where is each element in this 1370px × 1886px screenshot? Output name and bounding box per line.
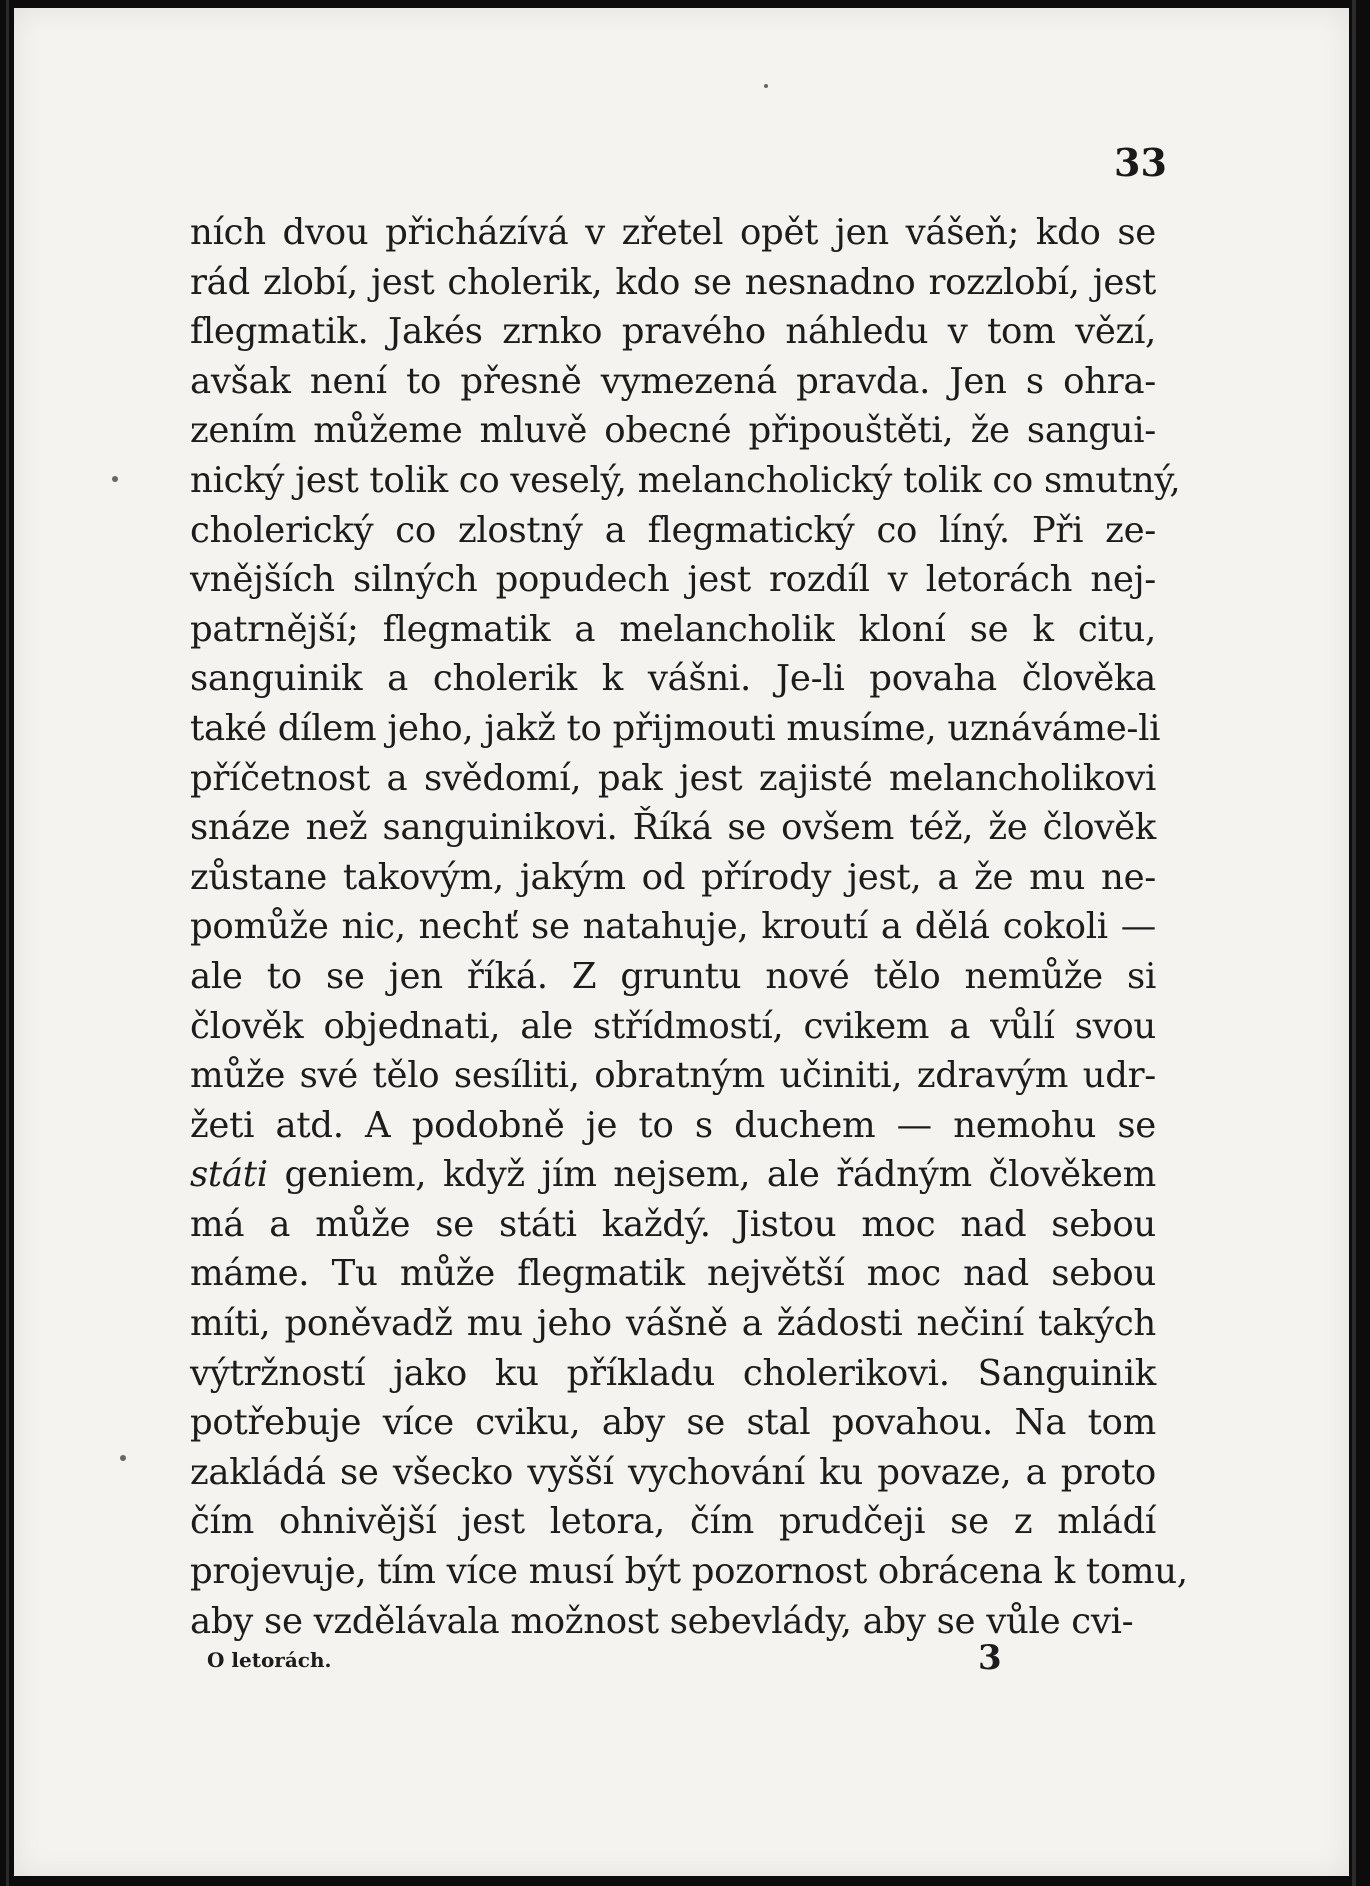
text-line-content: ale to se jen říká. Z gruntu nové tělo nemůže si [190, 955, 1156, 997]
text-line [190, 754, 1156, 804]
text-line [190, 1448, 1156, 1498]
scan-speck [764, 84, 768, 88]
text-line-content: zením můžeme mluvě obecné připouštěti, že sangui- [190, 410, 1156, 452]
text-line-content: žeti atd. A podobně je to s duchem — nemohu se [190, 1104, 1156, 1146]
text-line-content: má a může se státi každý. Jistou moc nad sebou [190, 1203, 1156, 1245]
text-line [190, 258, 1156, 308]
emphasis-word: státi [190, 1154, 268, 1196]
text-line [190, 1101, 1156, 1151]
text-line-content: výtržností jako ku příkladu cholerikovi. Sanguinik [190, 1352, 1156, 1394]
text-line-content: nický jest tolik co veselý, melancholický tolik co smutný, [190, 459, 1181, 501]
text-line [190, 1597, 1156, 1647]
text-line-content: rád zlobí, jest cholerik, kdo se nesnadno rozzlobí, jest [190, 261, 1156, 303]
text-line-content: projevuje, tím více musí být pozornost obrácena k tomu, [190, 1551, 1188, 1593]
right-scan-edge [1352, 0, 1356, 1886]
text-line [190, 208, 1156, 258]
signature-mark: 3 [978, 1638, 1002, 1678]
text-line [190, 605, 1156, 655]
text-line [190, 704, 1161, 754]
left-scan-edge [6, 0, 9, 1886]
text-line-content: čím ohnivější jest letora, čím prudčeji se z mládí [190, 1501, 1156, 1543]
text-line-content: příčetnost a svědomí, pak jest zajisté melancholikovi [190, 757, 1156, 799]
body-text [190, 208, 1188, 1646]
text-line-content: flegmatik. Jakés zrnko pravého náhledu v tom vězí, [190, 311, 1156, 353]
text-line [190, 1051, 1156, 1101]
text-line [190, 1002, 1156, 1052]
text-line [190, 506, 1156, 556]
text-line [190, 1299, 1156, 1349]
text-line-content: zůstane takovým, jakým od přírody jest, a že mu ne- [190, 856, 1156, 898]
text-line-content: snáze než sanguinikovi. Říká se ovšem též, že člověk [190, 807, 1156, 849]
text-line-content: patrnější; flegmatik a melancholik kloní se k citu, [190, 608, 1156, 650]
text-line [190, 853, 1156, 903]
text-line-content: ních dvou přicházívá v zřetel opět jen vášeň; kdo se [190, 212, 1156, 253]
scan-speck [112, 476, 118, 482]
scan-speck [120, 1455, 126, 1461]
text-line-content: aby se vzdělávala možnost sebevlády, aby se vůle cvi- [190, 1600, 1134, 1642]
text-line-content: zakládá se všecko vyšší vychování ku povaze, a proto [190, 1451, 1156, 1493]
text-line [190, 1497, 1156, 1547]
text-line-content: vnějších silných popudech jest rozdíl v letorách nej- [190, 559, 1156, 601]
text-line [190, 952, 1156, 1002]
text-line-content: máme. Tu může flegmatik největší moc nad sebou [190, 1253, 1156, 1295]
text-line-content: může své tělo sesíliti, obratným učiniti, zdravým udr- [190, 1055, 1156, 1097]
text-line [190, 555, 1156, 605]
text-line [190, 1249, 1156, 1299]
text-line [190, 307, 1156, 357]
text-line-content: avšak není to přesně vymezená pravda. Jen s ohra- [190, 360, 1156, 402]
page-number: 33 [1114, 140, 1167, 185]
text-line [190, 902, 1156, 952]
text-line [190, 1150, 1156, 1200]
text-line [190, 654, 1156, 704]
book-page [14, 8, 1349, 1876]
text-line [190, 1349, 1156, 1399]
text-line-content: člověk objednati, ale střídmostí, cvikem a vůlí svou [190, 1005, 1156, 1047]
text-line-content: pomůže nic, nechť se natahuje, kroutí a dělá cokoli — [190, 906, 1156, 948]
text-line-content: také dílem jeho, jakž to přijmouti musíme, uznáváme-li [190, 707, 1161, 749]
text-line-content: cholerický co zlostný a flegmatický co líný. Při ze- [190, 509, 1156, 551]
text-line-content: míti, poněvadž mu jeho vášně a žádosti nečiní takých [190, 1303, 1156, 1345]
text-line-content: geniem, když jím nejsem, ale řádným člověkem [267, 1154, 1156, 1196]
text-line [190, 1200, 1156, 1250]
text-line [190, 456, 1181, 506]
text-line [190, 1398, 1156, 1448]
text-line [190, 803, 1156, 853]
running-footer-title: O letorách. [207, 1648, 332, 1672]
text-line-content: sanguinik a cholerik k vášni. Je-li povaha člověka [190, 658, 1156, 700]
text-line [190, 406, 1156, 456]
text-line-content: potřebuje více cviku, aby se stal povahou. Na tom [190, 1402, 1156, 1444]
text-line [190, 357, 1156, 407]
text-line [190, 1547, 1188, 1597]
